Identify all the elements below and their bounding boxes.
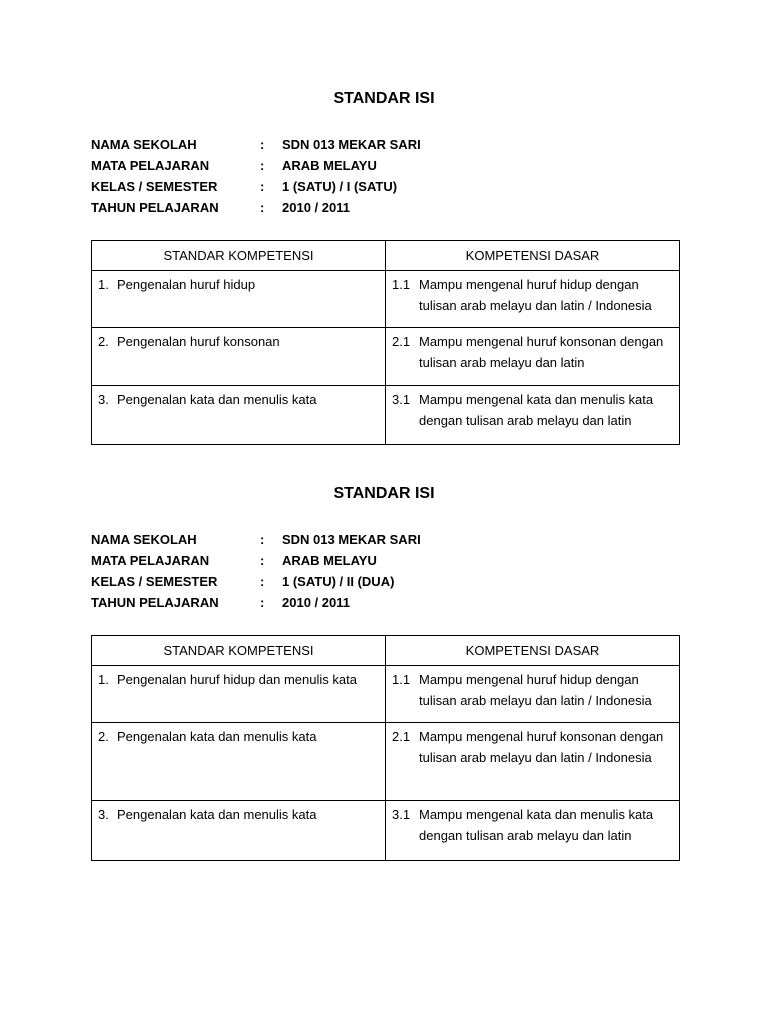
kompetensi-dasar-cell [386, 386, 680, 445]
table-row [92, 801, 680, 861]
row-number: 2. [98, 334, 109, 349]
kompetensi-dasar-text: Mampu mengenal huruf hidup dengan tulisan arab melayu dan latin / Indonesia [419, 277, 652, 313]
row-number: 2. [98, 729, 109, 744]
kompetensi-dasar-text: Mampu mengenal huruf konsonan dengan tulisan arab melayu dan latin / Indonesia [419, 729, 664, 765]
row-number: 1. [98, 672, 109, 687]
standar-kompetensi-text: Pengenalan kata dan menulis kata [117, 392, 317, 407]
info-value: 1 (SATU) / I (SATU) [282, 179, 398, 194]
info-value: 1 (SATU) / II (DUA) [282, 574, 395, 589]
kompetensi-dasar-text: Mampu mengenal kata dan menulis kata dengan tulisan arab melayu dan latin [419, 392, 654, 428]
table-row [92, 386, 680, 445]
header-kompetensi-dasar: KOMPETENSI DASAR [386, 636, 680, 666]
table-header-row [92, 241, 680, 271]
table-header-row [92, 636, 680, 666]
kompetensi-dasar-cell [386, 801, 680, 861]
info-value: ARAB MELAYU [282, 158, 377, 173]
row-number: 3.1 [392, 807, 411, 822]
info-separator: : [260, 137, 265, 152]
info-separator: : [260, 553, 265, 568]
info-value: ARAB MELAYU [282, 553, 377, 568]
competency-table [91, 635, 680, 861]
kompetensi-dasar-cell [386, 271, 680, 328]
kompetensi-dasar-cell [386, 723, 680, 801]
info-value: 2010 / 2011 [282, 200, 350, 215]
info-separator: : [260, 158, 265, 173]
row-number: 3.1 [392, 392, 411, 407]
info-separator: : [260, 179, 265, 194]
info-value: 2010 / 2011 [282, 595, 350, 610]
section-title: STANDAR ISI [333, 485, 435, 502]
standar-kompetensi-text: Pengenalan huruf konsonan [117, 334, 280, 349]
info-value: SDN 013 MEKAR SARI [282, 137, 421, 152]
standar-kompetensi-text: Pengenalan huruf hidup dan menulis kata [117, 672, 357, 687]
standar-kompetensi-cell [92, 328, 386, 386]
kompetensi-dasar-cell [386, 666, 680, 723]
header-kompetensi-dasar: KOMPETENSI DASAR [386, 241, 680, 271]
info-label: KELAS / SEMESTER [91, 179, 218, 194]
kompetensi-dasar-cell [386, 328, 680, 386]
header-standar-kompetensi: STANDAR KOMPETENSI [92, 636, 386, 666]
header-standar-kompetensi: STANDAR KOMPETENSI [92, 241, 386, 271]
standar-kompetensi-cell [92, 801, 386, 861]
kompetensi-dasar-text: Mampu mengenal kata dan menulis kata dengan tulisan arab melayu dan latin [419, 807, 654, 843]
info-label: MATA PELAJARAN [91, 553, 210, 568]
standar-kompetensi-text: Pengenalan huruf hidup [117, 277, 256, 292]
standar-kompetensi-text: Pengenalan kata dan menulis kata [117, 807, 317, 822]
section-title: STANDAR ISI [333, 90, 435, 107]
kompetensi-dasar-text: Mampu mengenal huruf hidup dengan tulisan arab melayu dan latin / Indonesia [419, 672, 652, 708]
info-label: NAMA SEKOLAH [91, 137, 197, 152]
info-label: NAMA SEKOLAH [91, 532, 197, 547]
info-separator: : [260, 595, 265, 610]
table-row [92, 328, 680, 386]
kompetensi-dasar-text: Mampu mengenal huruf konsonan dengan tulisan arab melayu dan latin [419, 334, 664, 370]
info-label: TAHUN PELAJARAN [91, 200, 219, 215]
row-number: 2.1 [392, 729, 411, 744]
row-number: 3. [98, 392, 109, 407]
row-number: 1. [98, 277, 109, 292]
competency-table [91, 240, 680, 445]
row-number: 3. [98, 807, 109, 822]
info-label: TAHUN PELAJARAN [91, 595, 219, 610]
info-separator: : [260, 574, 265, 589]
standar-kompetensi-cell [92, 271, 386, 328]
row-number: 2.1 [392, 334, 411, 349]
standar-kompetensi-cell [92, 386, 386, 445]
row-number: 1.1 [392, 672, 411, 687]
info-label: KELAS / SEMESTER [91, 574, 218, 589]
row-number: 1.1 [392, 277, 411, 292]
table-row [92, 666, 680, 723]
standar-kompetensi-cell [92, 666, 386, 723]
info-label: MATA PELAJARAN [91, 158, 210, 173]
table-row [92, 271, 680, 328]
standar-kompetensi-cell [92, 723, 386, 801]
info-separator: : [260, 532, 265, 547]
info-value: SDN 013 MEKAR SARI [282, 532, 421, 547]
table-row [92, 723, 680, 801]
standar-kompetensi-text: Pengenalan kata dan menulis kata [117, 729, 317, 744]
info-separator: : [260, 200, 265, 215]
